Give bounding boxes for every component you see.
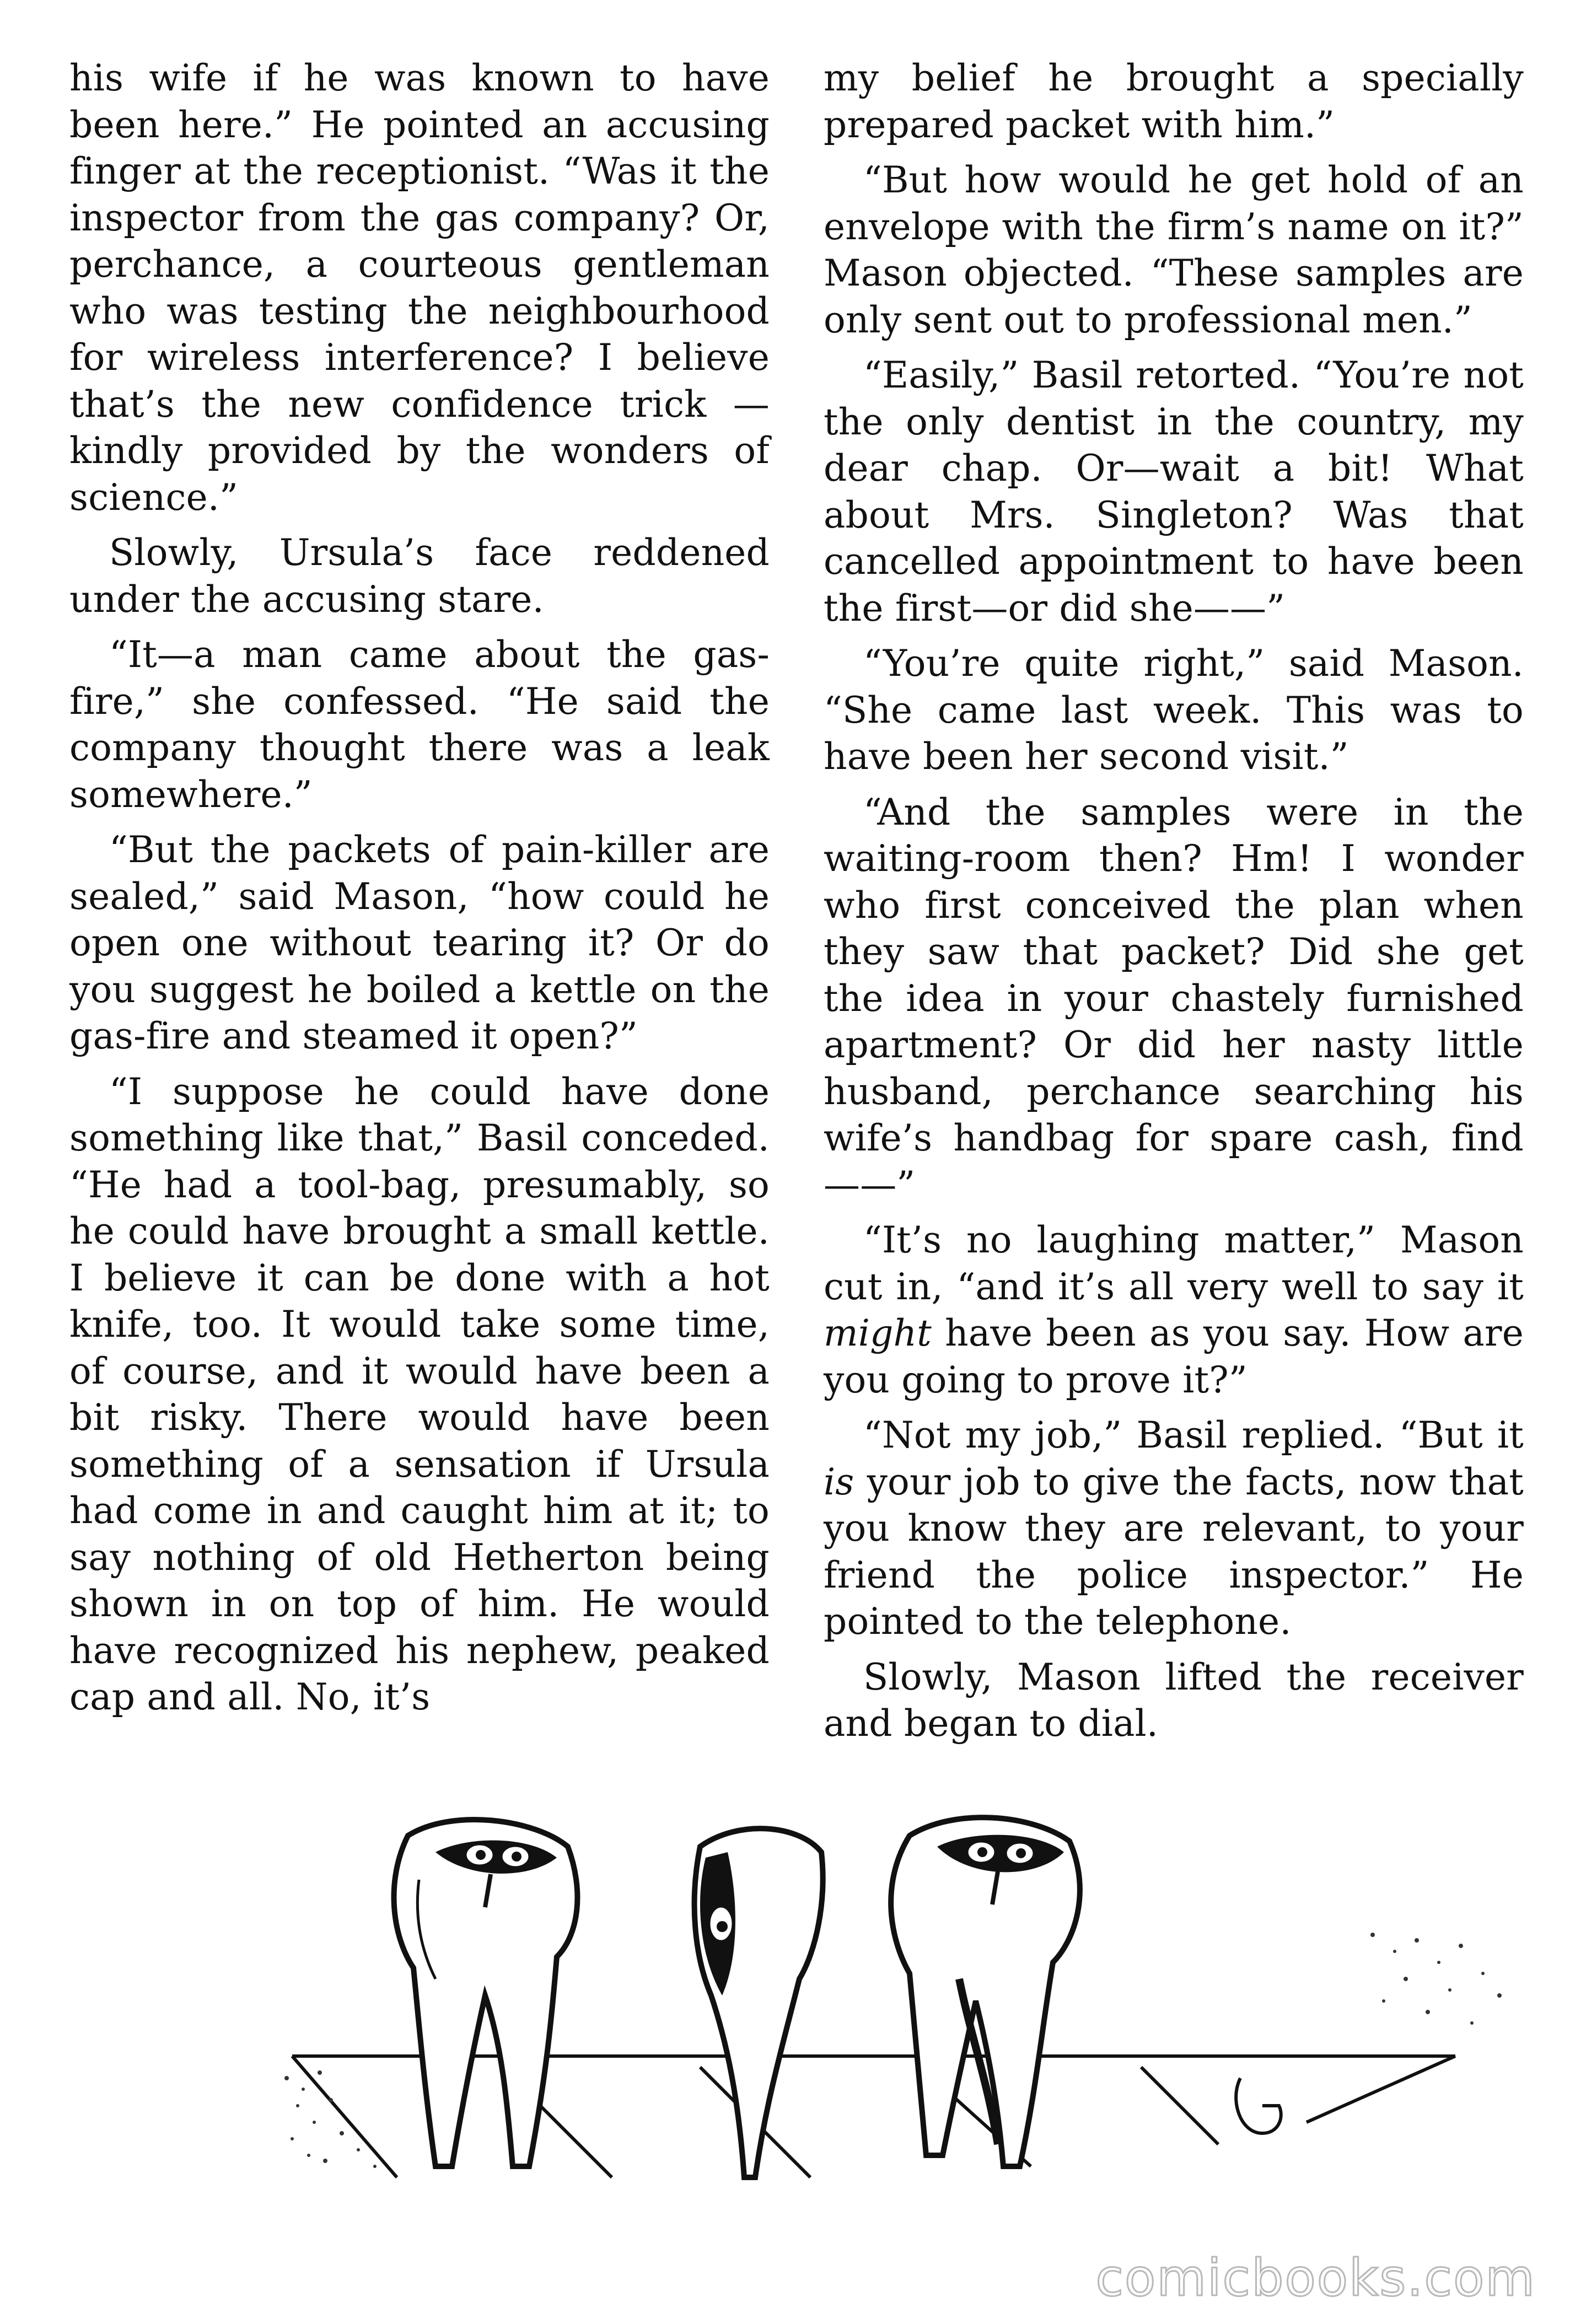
teeth-illustration	[270, 1814, 1538, 2199]
paragraph	[824, 1654, 1524, 1747]
text-run: “Easily,” Basil retorted. “You’re not the only dentist in the country, my dear chap. Or—wait a bit! What about Mrs. Singleton? Was that cancelled appointment to have been the first—or did she——”	[824, 354, 1524, 630]
text-run: have been as you say. How are you going to prove it?”	[824, 1312, 1524, 1401]
paragraph	[69, 55, 770, 521]
text-run: Slowly, Mason lifted the receiver and began to dial.	[824, 1655, 1524, 1745]
paragraph	[69, 1069, 770, 1721]
paragraph	[824, 55, 1524, 148]
italic-text: is	[824, 1460, 854, 1503]
paragraph	[824, 1412, 1524, 1645]
text-run: “It’s no laughing matter,” Mason cut in, “and it’s all very well to say it	[824, 1219, 1524, 1308]
teeth-illustration-svg	[270, 1814, 1538, 2199]
text-run: my belief he brought a specially prepared packet with him.”	[824, 57, 1524, 146]
paragraph	[69, 827, 770, 1060]
paragraph	[824, 789, 1524, 1209]
text-run: your job to give the facts, now that you know they are relevant, to your friend the police inspector.” He pointed to the telephone.	[824, 1460, 1524, 1643]
paragraph	[824, 157, 1524, 343]
watermark-text: comicbooks.com	[1095, 2248, 1536, 2307]
text-run: “But how would he get hold of an envelope with the firm’s name on it?” Mason objected. “These samples are only sent out to professional men.”	[824, 159, 1524, 341]
text-run: “You’re quite right,” said Mason. “She came last week. This was to have been her second visit.”	[824, 642, 1524, 778]
text-run: Slowly, Ursula’s face reddened under the accusing stare.	[69, 531, 770, 621]
text-run: “Not my job,” Basil replied. “But it	[863, 1414, 1524, 1456]
right-column	[824, 55, 1524, 1747]
paragraph	[69, 530, 770, 623]
paragraph	[824, 641, 1524, 781]
artist-signature	[1236, 2078, 1281, 2133]
tooth-middle	[695, 1828, 823, 2177]
left-column	[69, 55, 770, 1721]
paragraph	[69, 632, 770, 818]
text-run: “But the packets of pain-killer are sealed,” said Mason, “how could he open one without tearing it? Or do you suggest he boiled a kettle on the gas-fire and steamed it open?”	[69, 829, 770, 1057]
tooth-right	[891, 1817, 1080, 2166]
paragraph	[824, 352, 1524, 632]
text-run: “And the samples were in the waiting-room then? Hm! I wonder who first conceived the plan when they saw that packet? Did she get the idea in your chastely furnished apartment? Or did her nasty little husband, perchance searching his wife’s handbag for spare cash, find——”	[824, 790, 1524, 1206]
text-run: “I suppose he could have done something like that,” Basil conceded. “He had a tool-bag, presumably, so he could have brought a small kettle. I believe it can be done with a hot knife, too. It would take some time, of course, and it would have been a bit risky. There would have been something of a sensation if Ursula had come in and caught him at it; to say nothing of old Hetherton being shown in on top of him. He would have recognized his nephew, peaked cap and all. No, it’s	[69, 1070, 770, 1718]
text-run: “It—a man came about the gas-fire,” she confessed. “He said the company thought there was a leak somewhere.”	[69, 633, 770, 816]
paragraph	[824, 1217, 1524, 1403]
text-run: his wife if he was known to have been here.” He pointed an accusing finger at the receptionist. “Was it the inspector from the gas company? Or, perchance, a courteous gentleman who was testing the neighbourhood for wireless interference? I believe that’s the new confidence trick —kindly provided by the wonders of science.”	[69, 57, 770, 519]
italic-text: might	[824, 1312, 932, 1354]
